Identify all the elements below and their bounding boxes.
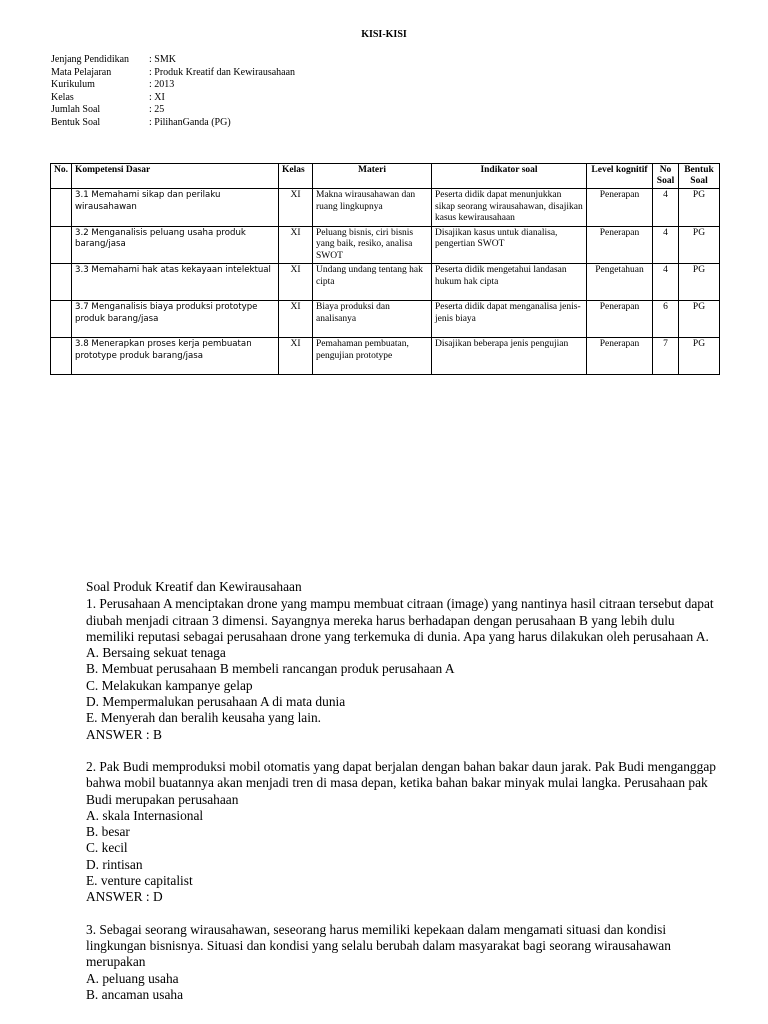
cell-no [51, 226, 72, 264]
cell-no [51, 264, 72, 301]
cell-kompetensi [72, 301, 279, 338]
answer-key: ANSWER : B [86, 726, 162, 742]
meta-label: Kelas [51, 91, 74, 103]
cell-indikator: Peserta didik dapat menunjukkan sikap seorang wirausahawan, disajikan kasus kewirausahaan [432, 189, 587, 227]
header-kompetensi: Kompetensi Dasar [72, 164, 279, 189]
header-materi: Materi [313, 164, 432, 189]
header-kelas: Kelas [279, 164, 313, 189]
header-no: No. [51, 164, 72, 189]
cell-no-soal: 6 [653, 301, 679, 338]
kisi-kisi-table [50, 163, 720, 375]
header-no-soal: No Soal [653, 164, 679, 189]
cell-bentuk: PG [679, 226, 720, 264]
cell-indikator: Peserta didik dapat menganalisa jenis-jenis biaya [432, 301, 587, 338]
kd-text: Memahami sikap dan perilaku wirausahawan [75, 190, 221, 212]
cell-materi: Biaya produksi dan analisanya [313, 301, 432, 338]
question-text: 2. Pak Budi memproduksi mobil otomatis yang dapat berjalan dengan bahan bakar daun jarak. Pak Budi menganggap bahwa mobil buatannya akan menjadi tren di masa depan, ketika bahan bakar minyak mulai langka. Perusahaan pak Budi merupakan perusahaan [86, 758, 716, 807]
meta-label: Jenjang Pendidikan [51, 54, 130, 65]
cell-level: Penerapan [587, 301, 653, 338]
cell-bentuk: PG [679, 338, 720, 375]
meta-value: : 25 [149, 104, 165, 116]
question-text: 1. Perusahaan A menciptakan drone yang mampu membuat citraan (image) yang nantinya hasil citraan tersebut dapat diubah menjadi citraan 3 dimensi. Sayangnya mereka harus berhadapan dengan perusahaan B yang lebih dulu memiliki reputasi sebagai perusahaan drone yang terkemuka di dunia. Apa yang harus dilakukan oleh perusahaan A. [86, 596, 714, 644]
cell-indikator: Disajikan kasus untuk dianalisa, pengertian SWOT [432, 226, 587, 264]
answer-option: E. venture capitalist [86, 873, 193, 889]
cell-bentuk: PG [679, 189, 720, 227]
table-row [51, 226, 720, 264]
kd-text: Menganalisis biaya produksi prototype produk barang/jasa [75, 302, 258, 324]
answer-option: C. Melakukan kampanye gelap [86, 677, 253, 693]
cell-materi: Peluang bisnis, ciri bisnis yang baik, resiko, analisa SWOT [313, 226, 432, 264]
kd-text: Menganalisis peluang usaha produk barang/jasa [75, 227, 246, 249]
meta-value: : PilihanGanda (PG) [149, 116, 231, 128]
cell-no [51, 338, 72, 375]
answer-key: ANSWER : D [86, 889, 163, 905]
meta-row [51, 104, 295, 117]
kd-number: 3.7 [75, 302, 89, 312]
header-indikator: Indikator soal [432, 164, 587, 189]
meta-row [51, 54, 295, 67]
kd-number: 3.1 [75, 190, 89, 200]
cell-level: Penerapan [587, 189, 653, 227]
table-row [51, 189, 720, 227]
meta-label: Mata Pelajaran [51, 66, 112, 78]
cell-level: Penerapan [587, 226, 653, 264]
answer-option: B. besar [86, 824, 130, 840]
table-row [51, 301, 720, 338]
kd-text: Memahami hak atas kekayaan intelektual [91, 265, 271, 275]
meta-row [51, 117, 295, 130]
kd-number: 3.8 [75, 339, 89, 349]
kd-number: 3.2 [75, 227, 89, 238]
table-row [51, 264, 720, 301]
table-row [51, 338, 720, 375]
answer-option: A. peluang usaha [86, 970, 179, 986]
answer-option: B. Membuat perusahaan B membeli rancangan produk perusahaan A [86, 661, 455, 677]
cell-kelas: XI [279, 301, 313, 338]
meta-value: : XI [149, 91, 165, 103]
header-bentuk: Bentuk Soal [679, 164, 720, 189]
answer-option: E. Menyerah dan beralih keusaha yang lain. [86, 710, 321, 726]
page-title: KISI-KISI [361, 29, 407, 40]
kd-text: Menerapkan proses kerja pembuatan prototype produk barang/jasa [75, 339, 252, 361]
cell-no-soal: 4 [653, 264, 679, 301]
cell-bentuk: PG [679, 301, 720, 338]
question-3 [86, 922, 726, 1003]
cell-kompetensi [72, 264, 279, 301]
cell-kelas: XI [279, 338, 313, 375]
kd-number: 3.3 [75, 265, 89, 275]
cell-no-soal: 7 [653, 338, 679, 375]
cell-kompetensi [72, 226, 279, 264]
answer-option: D. Mempermalukan perusahaan A di mata dunia [86, 694, 346, 710]
cell-materi: Makna wirausahawan dan ruang lingkupnya [313, 189, 432, 227]
answer-option: A. skala Internasional [86, 807, 204, 823]
meta-label: Jumlah Soal [51, 104, 101, 116]
question-1 [86, 596, 726, 743]
cell-kelas: XI [279, 189, 313, 227]
cell-indikator: Disajikan beberapa jenis pengujian [432, 338, 587, 375]
soal-section [86, 579, 726, 1019]
meta-row [51, 67, 295, 80]
question-text: 3. Sebagai seorang wirausahawan, seseorang harus memiliki kepekaan dalam mengamati situasi dan kondisi lingkungan bisnisnya. Situasi dan kondisi yang selalu berubah dalam masyarakat bagi seorang wirausahawan merupakan [86, 921, 671, 970]
table-header-row [51, 164, 720, 189]
answer-option: B. ancaman usaha [86, 986, 184, 1002]
cell-indikator: Peserta didik mengetahui landasan hukum hak cipta [432, 264, 587, 301]
meta-value: : Produk Kreatif dan Kewirausahaan [149, 66, 296, 78]
cell-kompetensi [72, 189, 279, 227]
meta-row [51, 79, 295, 92]
cell-level: Penerapan [587, 338, 653, 375]
meta-value: : SMK [149, 54, 176, 65]
meta-label: Kurikulum [51, 79, 95, 91]
cell-kelas: XI [279, 226, 313, 264]
cell-no-soal: 4 [653, 189, 679, 227]
answer-option: D. rintisan [86, 856, 143, 872]
meta-row [51, 92, 295, 105]
cell-materi: Pemahaman pembuatan, pengujian prototype [313, 338, 432, 375]
meta-label: Bentuk Soal [51, 116, 101, 128]
document-meta [51, 54, 295, 130]
cell-bentuk: PG [679, 264, 720, 301]
cell-kelas: XI [279, 264, 313, 301]
cell-no-soal: 4 [653, 226, 679, 264]
answer-option: C. kecil [86, 840, 128, 856]
cell-materi: Undang undang tentang hak cipta [313, 264, 432, 301]
soal-title: Soal Produk Kreatif dan Kewirausahaan [86, 579, 302, 594]
header-level: Level kognitif [587, 164, 653, 189]
cell-no [51, 301, 72, 338]
cell-level: Pengetahuan [587, 264, 653, 301]
meta-value: : 2013 [149, 79, 175, 91]
answer-option: A. Bersaing sekuat tenaga [86, 645, 226, 661]
cell-no [51, 189, 72, 227]
question-2 [86, 759, 726, 906]
cell-kompetensi [72, 338, 279, 375]
